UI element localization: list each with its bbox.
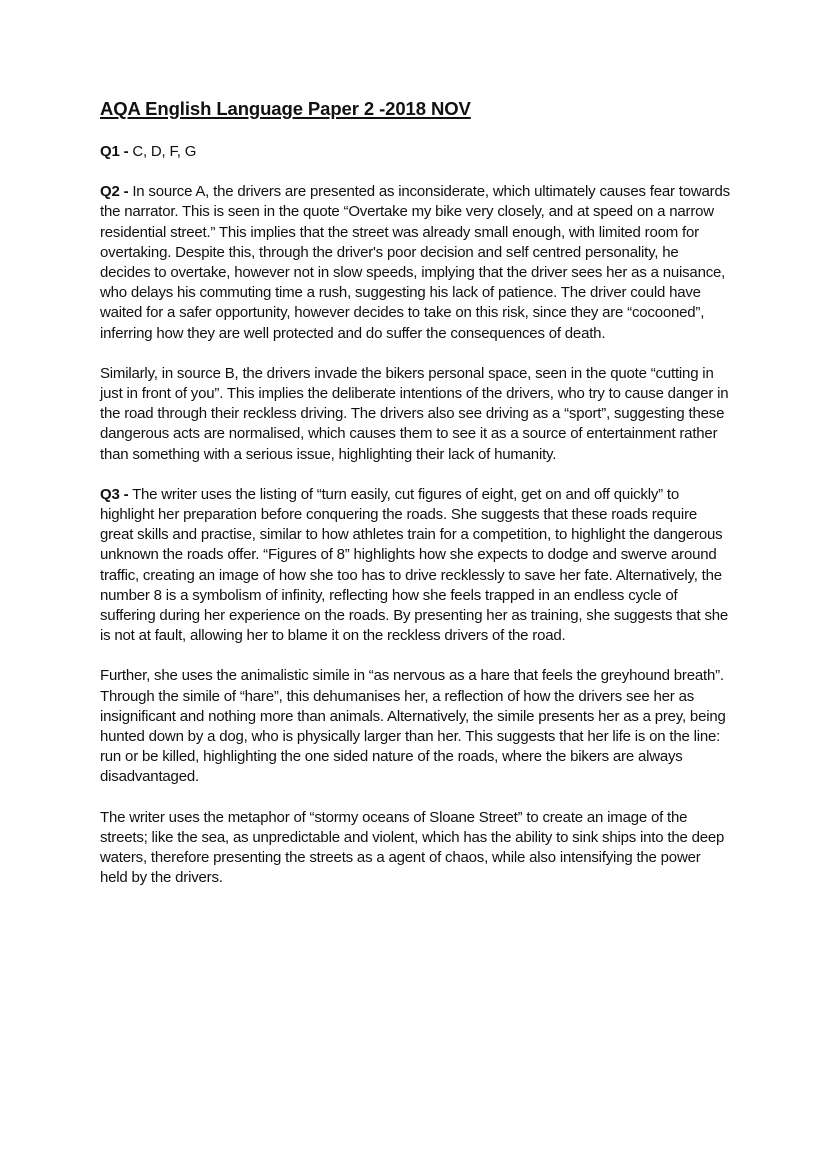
q2-label: Q2 -	[100, 183, 129, 201]
q1-label: Q1 -	[100, 143, 129, 160]
q1-answer	[100, 142, 732, 162]
q1-text: C, D, F, G	[128, 143, 197, 160]
q3-paragraph-3: The writer uses the metaphor of “stormy oceans of Sloane Street” to create an image of the streets; like the sea, as unpredictable and violent, which has the ability to sink ships into the deep waters, therefore presenting the streets as a agent of chaos, while also intensifying the power held by the drivers.	[100, 808, 725, 887]
q3-paragraph-2: Further, she uses the animalistic simile in “as nervous as a hare that feels the greyhound breath”. Through the simile of “hare”, this dehumanises her, a reflection of how the drivers see her as insignificant and nothing more than animals. Alternatively, the simile presents her as a prey, being hunted down by a dog, who is physically larger than her. This suggests that her life is on the line: run or be killed, highlighting the one sided nature of the roads, where the bikers are always disadvantaged.	[100, 667, 726, 786]
q3-text-1: The writer uses the listing of “turn easily, cut figures of eight, get on and off quickly” to highlight her preparation before conquering the roads. She suggests that these roads require great skills and practise, similar to how athletes train for a competition, to highlight the dangerous unknown the roads offer. “Figures of 8” highlights how she expects to dodge and swerve around traffic, creating an image of how she too has to drive recklessly to save her fate. Alternatively, the number 8 is a symbolism of infinity, reflecting how she feels trapped in an endless cycle of suffering during her experience on the roads. By presenting her as training, she suggests that she is not at fault, allowing her to blame it on the reckless drivers of the road.	[100, 485, 729, 645]
document-page	[100, 98, 732, 909]
q3-label: Q3 -	[100, 485, 129, 503]
q2-text-1: In source A, the drivers are presented as inconsiderate, which ultimately causes fear towards the narrator. This is seen in the quote “Overtake my bike very closely, and at speed on a narrow residential street.” This implies that the street was already small enough, with limited room for overtaking. Despite this, through the driver's poor decision and self centred personality, he decides to overtake, however not in slow speeds, implying that the driver sees her as a nuisance, who delays his commuting time a rush, suggesting his lack of patience. The driver could have waited for a safer opportunity, however decides to take on this risk, since they are “cocooned”, inferring how they are well protected and do suffer the consequences of death.	[100, 183, 730, 342]
q3-paragraph-1	[100, 485, 732, 647]
document-title: AQA English Language Paper 2 -2018 NOV	[100, 98, 471, 119]
q2-paragraph-1	[100, 182, 732, 344]
q2-paragraph-2: Similarly, in source B, the drivers invade the bikers personal space, seen in the quote “cutting in just in front of you”. This implies the deliberate intentions of the drivers, who try to cause danger in the road through their reckless driving. The drivers also see driving as a “sport”, suggesting these dangerous acts are normalised, which causes them to see it as a source of entertainment rather than something with a serious issue, highlighting their lack of humanity.	[100, 364, 729, 463]
